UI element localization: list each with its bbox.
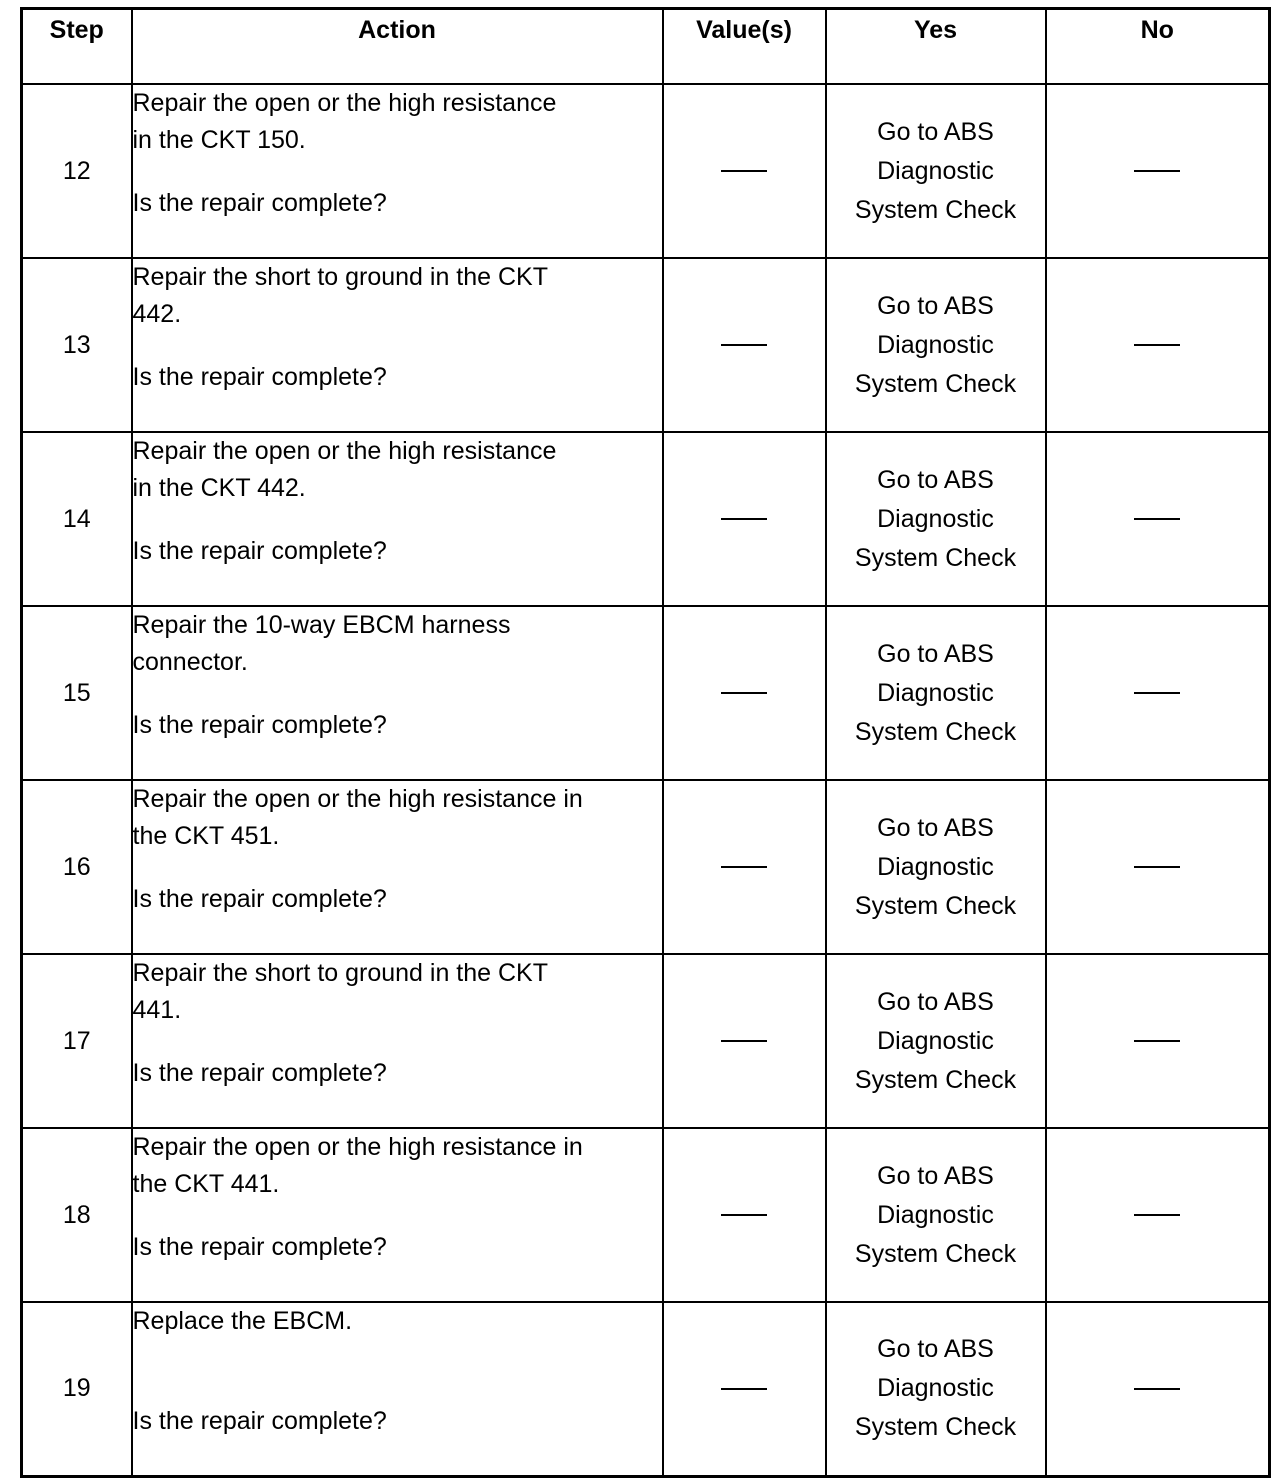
action-question: Is the repair complete? (132, 189, 387, 217)
action-cell (132, 780, 663, 954)
action-cell (132, 954, 663, 1128)
value-dash (721, 1214, 767, 1216)
action-line: connector. (132, 648, 248, 676)
yes-cell (826, 606, 1046, 780)
table-row (22, 258, 1270, 432)
header-values: Value(s) (663, 9, 826, 85)
action-line: Repair the short to ground in the CKT (132, 959, 549, 987)
action-cell (132, 432, 663, 606)
no-cell (1046, 780, 1270, 954)
yes-line: Diagnostic (877, 1026, 994, 1055)
table-row (22, 432, 1270, 606)
value-dash (721, 692, 767, 694)
action-question: Is the repair complete? (132, 537, 387, 565)
no-dash (1134, 170, 1180, 172)
no-dash (1134, 344, 1180, 346)
no-cell (1046, 954, 1270, 1128)
table-row (22, 606, 1270, 780)
yes-line: System Check (854, 1239, 1017, 1268)
value-cell (663, 1302, 826, 1476)
yes-line: Diagnostic (877, 678, 994, 707)
value-dash (721, 1040, 767, 1042)
yes-line: Diagnostic (877, 504, 994, 533)
header-yes: Yes (826, 9, 1046, 85)
yes-cell (826, 258, 1046, 432)
action-line: 442. (132, 300, 182, 328)
no-dash (1134, 1040, 1180, 1042)
value-cell (663, 780, 826, 954)
step-number: 16 (22, 780, 132, 954)
action-line: the CKT 451. (132, 822, 280, 850)
table-body (22, 84, 1270, 1476)
action-cell (132, 1302, 663, 1476)
no-dash (1134, 1214, 1180, 1216)
value-cell (663, 258, 826, 432)
yes-cell (826, 432, 1046, 606)
table-row (22, 1128, 1270, 1302)
step-number: 19 (22, 1302, 132, 1476)
no-cell (1046, 1128, 1270, 1302)
yes-cell (826, 1302, 1046, 1476)
action-question: Is the repair complete? (132, 1407, 387, 1435)
action-line: Replace the EBCM. (132, 1307, 353, 1335)
action-question: Is the repair complete? (132, 1233, 387, 1261)
action-cell (132, 606, 663, 780)
table-row (22, 954, 1270, 1128)
action-question: Is the repair complete? (132, 885, 387, 913)
value-dash (721, 518, 767, 520)
value-dash (721, 866, 767, 868)
no-dash (1134, 692, 1180, 694)
yes-line: System Check (854, 1065, 1017, 1094)
action-question: Is the repair complete? (132, 1059, 387, 1087)
action-question: Is the repair complete? (132, 711, 387, 739)
value-dash (721, 170, 767, 172)
value-cell (663, 606, 826, 780)
action-line: Repair the open or the high resistance in (132, 1133, 583, 1161)
action-cell (132, 84, 663, 258)
yes-cell (826, 84, 1046, 258)
action-line: Repair the 10-way EBCM harness (132, 611, 511, 639)
step-number: 14 (22, 432, 132, 606)
step-number: 13 (22, 258, 132, 432)
yes-line: Diagnostic (877, 156, 994, 185)
table-row (22, 780, 1270, 954)
yes-line: Go to ABS (877, 291, 994, 320)
no-cell (1046, 1302, 1270, 1476)
no-dash (1134, 1388, 1180, 1390)
value-dash (721, 344, 767, 346)
diagnostic-table (20, 7, 1271, 1478)
value-cell (663, 432, 826, 606)
yes-line: System Check (854, 891, 1017, 920)
yes-line: Go to ABS (877, 117, 994, 146)
value-dash (721, 1388, 767, 1390)
action-cell (132, 1128, 663, 1302)
header-step: Step (22, 9, 132, 85)
yes-line: System Check (854, 1413, 1017, 1442)
no-cell (1046, 258, 1270, 432)
value-cell (663, 954, 826, 1128)
step-number: 18 (22, 1128, 132, 1302)
header-row (22, 9, 1270, 85)
yes-line: Diagnostic (877, 1200, 994, 1229)
value-cell (663, 84, 826, 258)
yes-line: Go to ABS (877, 1335, 994, 1364)
action-line: 441. (132, 996, 182, 1024)
action-line: Repair the open or the high resistance (132, 89, 557, 117)
header-action: Action (132, 9, 663, 85)
diagnostic-table-page (20, 7, 1268, 1473)
yes-cell (826, 780, 1046, 954)
header-no: No (1046, 9, 1270, 85)
value-cell (663, 1128, 826, 1302)
yes-line: Diagnostic (877, 852, 994, 881)
no-cell (1046, 606, 1270, 780)
action-line: Repair the short to ground in the CKT (132, 263, 549, 291)
yes-line: System Check (854, 369, 1017, 398)
no-cell (1046, 432, 1270, 606)
yes-cell (826, 954, 1046, 1128)
no-cell (1046, 84, 1270, 258)
no-dash (1134, 866, 1180, 868)
yes-line: Go to ABS (877, 1161, 994, 1190)
yes-line: System Check (854, 543, 1017, 572)
yes-line: Go to ABS (877, 987, 994, 1016)
yes-line: Go to ABS (877, 465, 994, 494)
step-number: 12 (22, 84, 132, 258)
yes-line: Diagnostic (877, 330, 994, 359)
yes-cell (826, 1128, 1046, 1302)
action-cell (132, 258, 663, 432)
action-line: the CKT 441. (132, 1170, 280, 1198)
yes-line: Diagnostic (877, 1374, 994, 1403)
table-row (22, 84, 1270, 258)
yes-line: System Check (854, 195, 1017, 224)
action-line: in the CKT 442. (132, 474, 306, 502)
action-line: Repair the open or the high resistance in (132, 785, 583, 813)
step-number: 15 (22, 606, 132, 780)
yes-line: System Check (854, 717, 1017, 746)
action-line: in the CKT 150. (132, 126, 306, 154)
yes-line: Go to ABS (877, 813, 994, 842)
step-number: 17 (22, 954, 132, 1128)
table-row (22, 1302, 1270, 1476)
action-question: Is the repair complete? (132, 363, 387, 391)
yes-line: Go to ABS (877, 639, 994, 668)
no-dash (1134, 518, 1180, 520)
action-line: Repair the open or the high resistance (132, 437, 557, 465)
